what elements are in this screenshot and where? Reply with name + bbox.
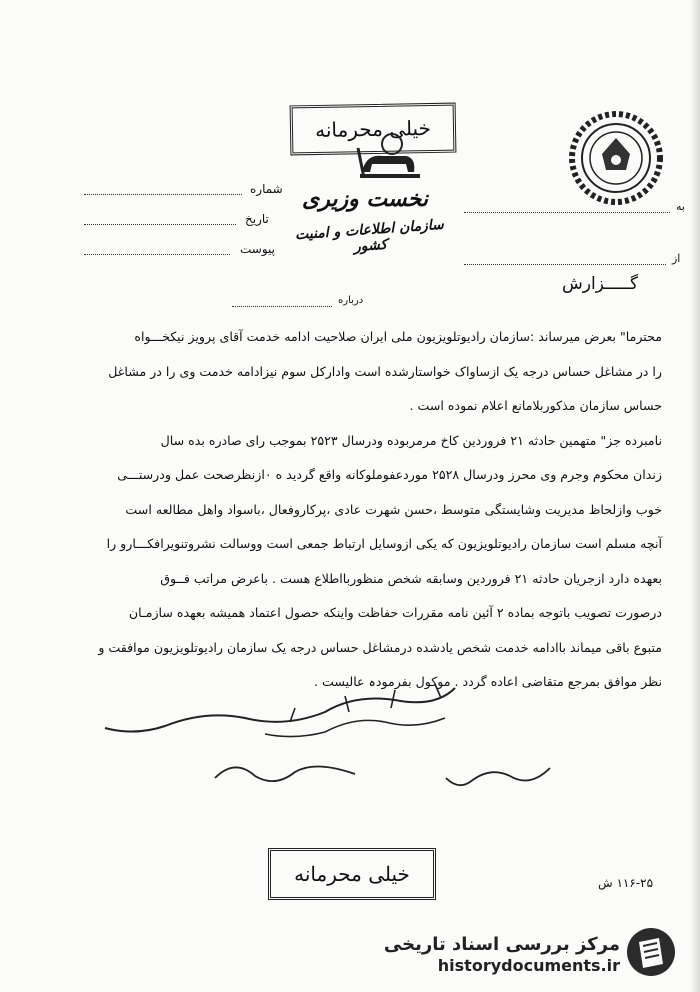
handwritten-signature-icon — [440, 758, 560, 794]
reference-number: ۱۱۶-۲۵ ش — [598, 876, 654, 890]
page-edge-shadow — [690, 0, 700, 992]
body-line: محترما" بعرض میرساند :سازمان رادیوتلویزیون ملی ایران صلاحیت ادامه خدمت آقای پرویز نیکخـــواه — [134, 329, 662, 344]
to-line — [464, 212, 670, 213]
classification-stamp-top: خیلی محرمانه — [290, 103, 457, 156]
handwritten-note-icon — [95, 678, 475, 748]
handwritten-date-icon — [205, 748, 365, 793]
body-line: آنچه مسلم است سازمان رادیوتلویزیون که یکی ازوسایل ارتباط جمعی است ووسالت نشروتنویرافکـــارو را — [106, 536, 662, 551]
imperial-emblem-icon — [568, 110, 664, 206]
body-line: را در مشاغل حساس درجه یک ازساواک خواستارشده است وادارکل سوم نیزادامه خدمت وی را در مشاغل — [108, 363, 662, 379]
date-line — [84, 224, 236, 225]
from-label: از — [672, 252, 681, 265]
body-line: خوب وازلحاظ مدیریت وشایستگی متوسط ،حسن شهرت عادی ،پرکاروفعال ،باسواد واهل مطالعه است — [125, 501, 662, 517]
subject-label: درباره — [338, 295, 364, 306]
attachment-label: پیوست — [240, 242, 275, 256]
watermark-persian: مرکز بررسی اسناد تاریخی — [383, 934, 620, 955]
body-line: نظر موافق بمرجع متقاضی اعاده گردد . موکول بفرمودہ عالیست . — [313, 674, 662, 689]
classification-stamp-bottom: خیلی محرمانه — [268, 848, 436, 900]
org-name-secondary: سازمان اطلاعات و امنیت کشور — [294, 216, 445, 256]
subject-line — [232, 306, 332, 307]
body-line: نامبرده جز" متهمین حادثه ۲۱ فروردین کاخ مرمربوده ودرسال ۲۵۲۳ بموجب رای صادره بده سال — [160, 432, 662, 448]
body-line: درصورت تصویب باتوجه بماده ۲ آئین نامه مقررات حفاظت واینکه حصول اعتماد همیشه بعهده سازمـان — [128, 605, 662, 620]
date-label: تاریخ — [245, 212, 269, 226]
body-line: زندان محکوم وجرم وی محرز ودرسال ۲۵۲۸ موردعفوملوکانه واقع گردید ه ۰ازنظرصحت عمل ودرستـــی — [117, 467, 662, 482]
attachment-line — [84, 254, 230, 255]
from-line — [464, 264, 666, 265]
number-label: شماره — [250, 182, 283, 196]
archive-logo-icon — [625, 926, 677, 978]
body-line: متبوع باقی میماند باادامه خدمت شخص یادشده درمشاغل حساس درجه یک سازمان رادیوتلویزیون موافقت و — [98, 639, 662, 655]
number-line — [84, 194, 242, 195]
watermark-url: historydocuments.ir — [437, 956, 620, 975]
org-name-primary: نخست وزیری — [302, 186, 428, 212]
body-line: حساس سازمان مذکوربلامانع اعلام نموده است . — [409, 398, 662, 413]
to-label: به — [676, 200, 685, 213]
body-line: بعهده دارد ازجریان حادثه ۲۱ فروردین وسابقه شخص منظوربااطلاع هست . باعرض مراتب فــوق — [160, 570, 662, 586]
lion-and-sun-icon — [348, 128, 428, 183]
report-body — [86, 320, 662, 700]
report-title: گـــــزارش — [562, 274, 639, 294]
